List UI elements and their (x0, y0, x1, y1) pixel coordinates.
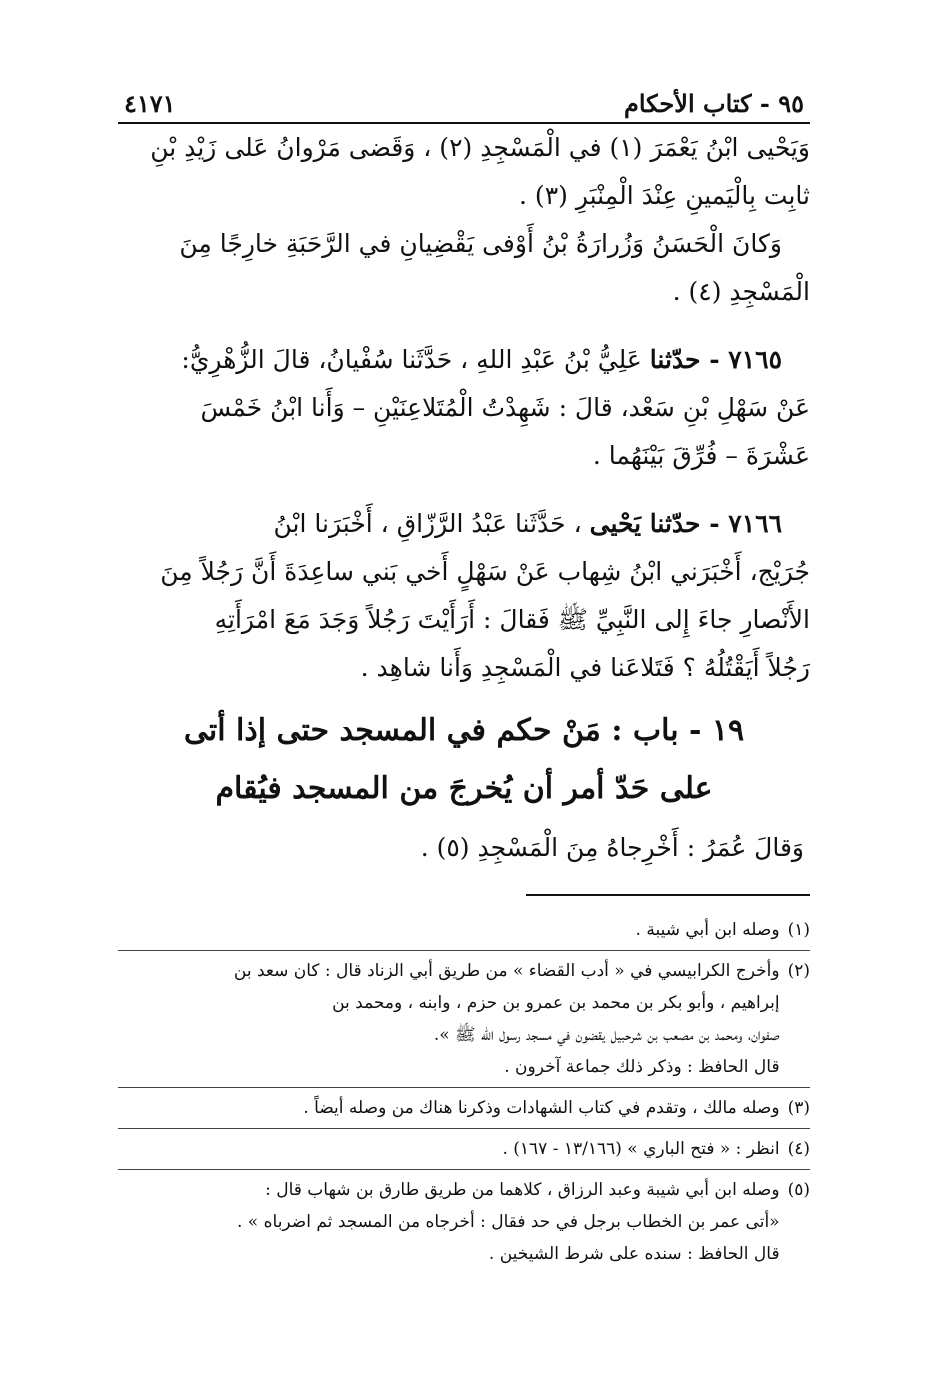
text-line: عَشْرَةَ – فُرِّقَ بَيْنَهُما . (592, 441, 810, 470)
footnote-text: وصله ابن أبي شيبة وعبد الرزاق ، كلاهما من طريق طارق بن شهاب قال : (265, 1180, 780, 1200)
text-line: ، حَدَّثَنا عَبْدُ الرَّزّاقِ ، أَخْبَرَنا ابْنُ (273, 509, 582, 538)
text-line: وَكانَ الْحَسَنُ وَزُرارَةُ بْنُ أَوْفى يَقْضِيانِ في الرَّحَبَةِ خارِجًا مِنَ (179, 229, 782, 258)
chapter-heading (118, 702, 810, 818)
footnote-4 (118, 1133, 810, 1165)
text-line: عَنْ سَهْلِ بْنِ سَعْد، قالَ : شَهِدْتُ الْمُتَلاعِنَيْنِ – وَأَنا ابْنُ خَمْسَ (200, 393, 810, 422)
footnote-number: (٢) (787, 961, 810, 981)
footnote-text: «أتى عمر بن الخطاب برجل في حد فقال : أخرجاه من المسجد ثم اضرباه » . (237, 1212, 780, 1232)
footnote-1 (118, 914, 810, 946)
footnote-number: (٤) (787, 1139, 810, 1159)
main-text (118, 124, 810, 692)
footnote-2 (118, 955, 810, 1083)
chapter-heading-line: على حَدّ أمر أن يُخرجَ من المسجد فيُقام (215, 771, 713, 806)
footnote-3 (118, 1092, 810, 1124)
text-line: عَلِيُّ بْنُ عَبْدِ اللهِ ، حَدَّثَنا سُفْيانُ، قالَ الزُّهْرِيُّ: (181, 345, 642, 374)
footnote-separator (118, 1169, 810, 1170)
chapter-heading-line: ١٩ - باب : مَنْ حكم في المسجد حتى إذا أتى (183, 713, 745, 748)
footnote-separator (118, 950, 810, 951)
footnote-5 (118, 1174, 810, 1270)
hadith-7166 (118, 500, 810, 692)
hadith-7165 (118, 336, 810, 480)
footnote-number: (٥) (787, 1180, 810, 1200)
footnote-text: وصله ابن أبي شيبة . (635, 920, 780, 940)
footnote-text: وأخرج الكرابيسي في « أدب القضاء » من طريق أبي الزناد قال : كان سعد بن (233, 961, 780, 981)
footnote-number: (١) (787, 920, 810, 940)
paragraph-yahya (118, 124, 810, 220)
running-header (118, 84, 810, 124)
footnote-separator (118, 1087, 810, 1088)
text-line: جُرَيْج، أَخْبَرَني ابْنُ شِهاب عَنْ سَهْلٍ أَخي بَني ساعِدَةَ أَنَّ رَجُلاً مِنَ (160, 557, 810, 586)
umar-statement: وَقالَ عُمَرُ : أَخْرِجاهُ مِنَ الْمَسْجِدِ (٥) . (420, 833, 804, 862)
footnote-divider (526, 894, 810, 896)
text-line: الْمَسْجِدِ (٤) . (672, 277, 810, 306)
footnote-text: وصله مالك ، وتقدم في كتاب الشهادات وذكرنا هناك من وصله أيضاً . (303, 1098, 780, 1118)
footnotes (118, 914, 810, 1270)
footnote-text: إبراهيم ، وأبو بكر بن محمد بن عمرو بن حزم ، وابنه ، ومحمد بن (332, 993, 780, 1013)
text-line: الأَنْصارِ جاءَ إِلى النَّبِيِّ ﷺ فَقالَ : أَرَأَيْتَ رَجُلاً وَجَدَ مَعَ امْرَأَتِهِ (214, 605, 810, 634)
paragraph-hasan (118, 220, 810, 316)
page-number: ٤١٧١ (124, 89, 176, 118)
header-chapter-title: ٩٥ - كتاب الأحكام (624, 89, 804, 118)
text-line: ثابِت بِالْيَمينِ عِنْدَ الْمِنْبَرِ (٣) . (519, 181, 810, 210)
book-page (118, 84, 810, 1270)
text-line: وَيَحْيى ابْنُ يَعْمَرَ (١) في الْمَسْجِدِ (٢) ، وَقَضى مَرْوانُ عَلى زَيْدِ بْنِ (150, 133, 810, 162)
hadith-number: ٧١٦٥ - حدّثنا (649, 345, 782, 374)
text-line: رَجُلاً أَيَقْتُلُهُ ؟ فَتَلاعَنا في الْمَسْجِدِ وَأَنا شاهِد . (360, 653, 810, 682)
hadith-number: ٧١٦٦ - حدّثنا يَحْيى (589, 509, 782, 538)
footnote-text: قال الحافظ : وذكر ذلك جماعة آخرون . (504, 1057, 780, 1077)
footnote-text: قال الحافظ : سنده على شرط الشيخين . (488, 1244, 780, 1264)
footnote-separator (118, 1128, 810, 1129)
footnote-number: (٣) (787, 1098, 810, 1118)
footnote-text: انظر : « فتح الباري » (١٣/١٦٦ - ١٦٧) . (502, 1139, 780, 1159)
footnote-text: صفوان، ومحمد بن مصعب بن شرحبيل يقضون في مسجد رسول الله ﷺ ». (433, 1025, 780, 1045)
